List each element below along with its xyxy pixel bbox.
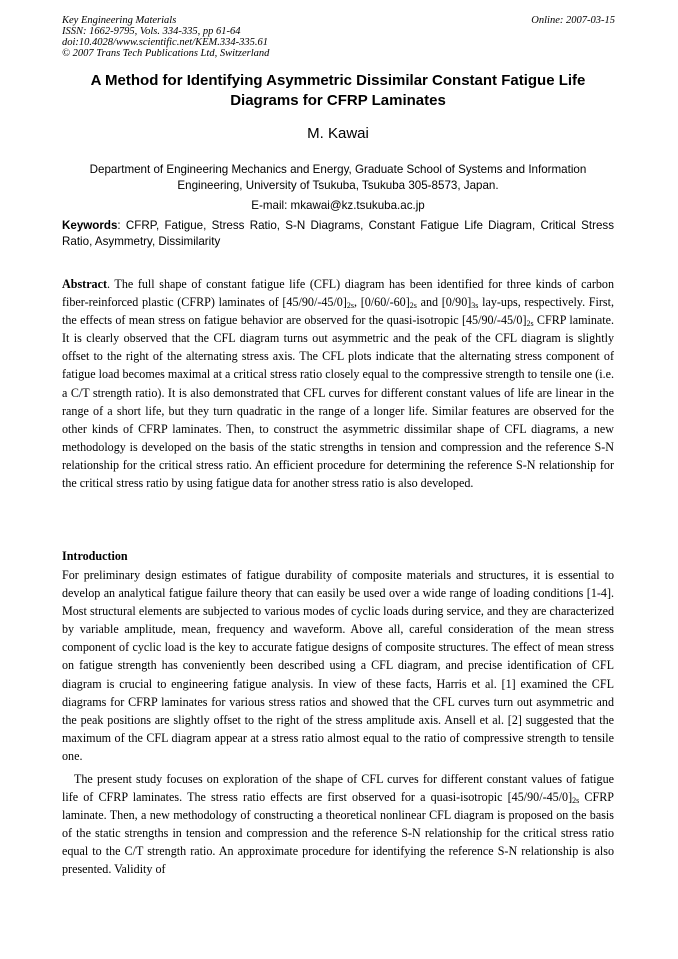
layup-subscript: 3s [471, 301, 479, 311]
copyright-line: © 2007 Trans Tech Publications Ltd, Switzerland [62, 48, 270, 59]
keywords-label: Keywords [62, 219, 118, 232]
abstract-text: , [0/60/-60] [354, 295, 410, 310]
intro-text: The present study focuses on exploration of the shape of CFL curves for different constant values of fatigue life of CFRP laminates. The stress ratio effects are first observed for a quasi-isotropic [45/90/-45/0] [62, 772, 614, 805]
doi-line: doi:10.4028/www.scientific.net/KEM.334-335.61 [62, 37, 268, 48]
author-name: M. Kawai [307, 125, 369, 142]
intro-text: CFRP laminate. Then, a new methodology of constructing a theoretical nonlinear CFL diagram is proposed on the basis of the static strengths in tension and compression and the reference S-N relationship for the critical stress ratio equal to the C/T strength ratio. An approximate procedure for identifying the reference S-N relationship is also presented. Validity of [62, 790, 614, 877]
abstract [62, 275, 614, 492]
layup-subscript: 2s [409, 301, 417, 311]
issn-line: ISSN: 1662-9795, Vols. 334-335, pp 61-64 [62, 26, 241, 37]
abstract-text: CFRP laminate. It is clearly observed that the CFL diagram turns out asymmetric and the peak of the CFL diagram is slightly offset to the right of the alternating stress axis. The CFL plots indicate that the alternating stress component of fatigue load becomes maximal at a critical stress ratio closely equal to the compressive strength to tensile one (i.e. a C/T strength ratio). It is also demonstrated that CFL curves for different constant values of life are linear in the range of a short life, but they turn quadratic in the range of a longer life. Similar features are observed for the other kinds of CFRP laminates. Then, to construct the asymmetric dissimilar shape of CFL diagrams, a new methodology is developed on the basis of the static strengths in tension and compression and the reference S-N relationship for the critical stress ratio. An efficient procedure for determining the reference S-N relationship for the critical stress ratio by using fatigue data for another stress ratio is also developed. [62, 313, 615, 491]
abstract-text: and [0/90] [416, 295, 472, 310]
author-email: E-mail: mkawai@kz.tsukuba.ac.jp [251, 199, 425, 212]
layup-subscript: 2s [526, 319, 534, 329]
layup-subscript: 2s [346, 301, 354, 311]
layup-subscript: 2s [572, 796, 580, 806]
introduction-heading: Introduction [62, 549, 128, 563]
introduction-paragraph-2 [62, 770, 614, 879]
abstract-label: Abstract [62, 277, 108, 291]
journal-name: Key Engineering Materials [62, 15, 177, 26]
online-date: Online: 2007-03-15 [531, 15, 615, 26]
paper-title: A Method for Identifying Asymmetric Dissimilar Constant Fatigue Life Diagrams for CFRP Laminates [90, 72, 586, 109]
keywords-text: : CFRP, Fatigue, Stress Ratio, S-N Diagrams, Constant Fatigue Life Diagram, Critical Stress Ratio, Asymmetry, Dissimilarity [62, 219, 614, 248]
abstract-text: . The full shape of constant fatigue life (CFL) diagram has been identified for three kinds of carbon fiber-reinforced plastic (CFRP) laminates of [45/90/-45/0] [62, 277, 614, 310]
publication-header [62, 15, 269, 59]
intro-text: For preliminary design estimates of fatigue durability of composite materials and structures, it is essential to develop an analytical fatigue failure theory that can easily be used over a wide range of loading conditions [1-4]. Most structural elements are subjected to various modes of cyclic loads during service, and they are characterized by variable amplitude, mean, frequency and waveform. Above all, careful consideration of the mean stress component of cyclic load is the key to accurate fatigue designs of composite structures. The effect of mean stress on fatigue strength has conveniently been described using a CFL diagram, and precise identification of CFL diagram is crucial to engineering fatigue analysis. In view of these facts, Harris et al. [1] examined the CFL diagrams for CFRP laminates for various stress ratios and showed that the CFL curves turn out asymmetric and the peak positions are slightly offset to the right of the stress amplitude axis. Ansell et al. [2] suggested that the maximum of the CFL diagram appear at a stress ratio almost equal to the ratio of compressive strength to tensile one. [62, 568, 614, 763]
keywords [62, 218, 614, 250]
introduction-paragraph-1 [62, 566, 614, 765]
affiliation: Department of Engineering Mechanics and Energy, Graduate School of Systems and Information Engineering, University of Tsukuba, Tsukuba 305-8573, Japan. [89, 163, 587, 192]
abstract-text: lay-ups, respectively. First, the effects of mean stress on fatigue behavior are observed for the quasi-isotropic [45/90/-45/0] [62, 295, 614, 328]
